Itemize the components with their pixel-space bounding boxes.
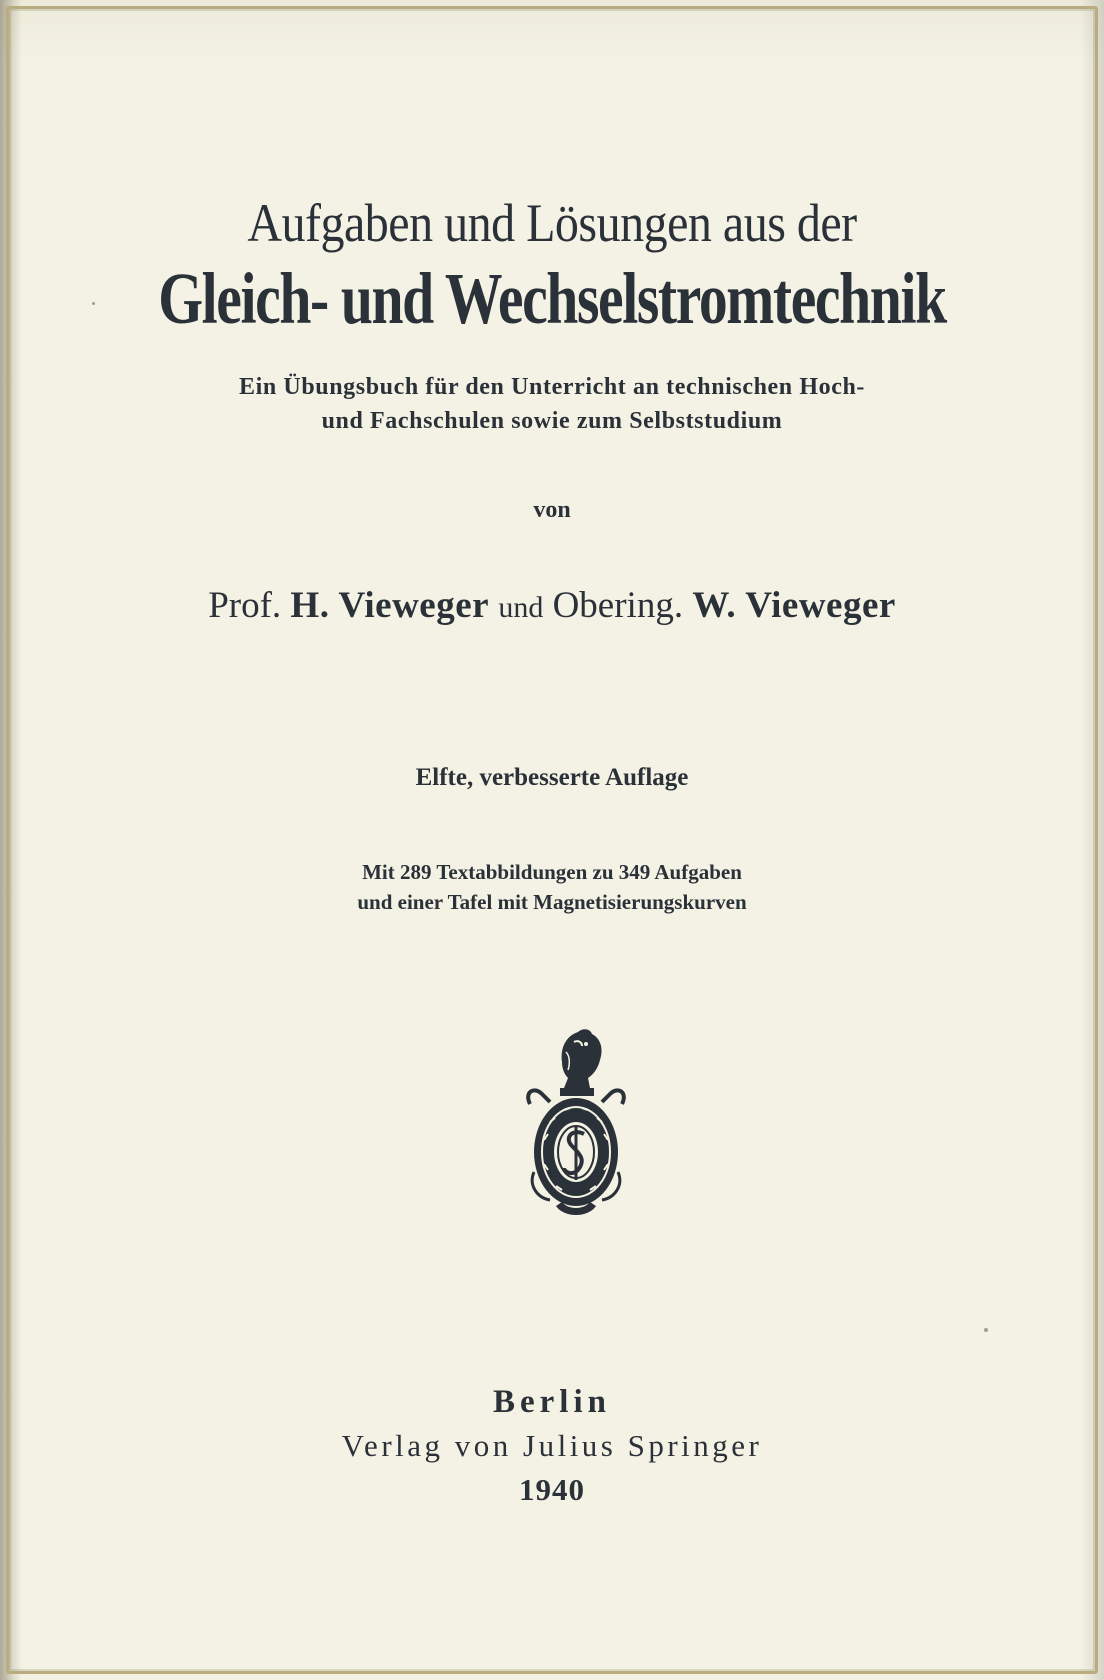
cover-edge (6, 6, 1098, 1674)
author-2-title: Obering. (552, 585, 684, 626)
publisher-name: Verlag von Julius Springer (341, 1428, 763, 1463)
author-1-title: Prof. (208, 585, 282, 626)
authors-conjunction: und (498, 591, 544, 624)
subtitle-line-2: und Fachschulen sowie zum Selbststudium (321, 408, 783, 434)
by-label: von (533, 497, 571, 523)
authors-line (0, 584, 1104, 627)
springer-knight-logo-icon (520, 1022, 632, 1220)
author-1-name: H. Vieweger (290, 585, 490, 626)
paper-speck (984, 1328, 988, 1332)
illustrations-line-2: und einer Tafel mit Magnetisierungskurven (357, 890, 747, 914)
paper-speck (92, 302, 95, 305)
edition: Elfte, verbesserte Auflage (415, 764, 689, 791)
title-line-1: Aufgaben und Lösungen aus der (247, 194, 857, 254)
publication-year: 1940 (519, 1472, 585, 1507)
subtitle-line-1: Ein Übungsbuch für den Unterricht an technischen Hoch- (238, 374, 866, 400)
illustrations-note (0, 857, 1104, 917)
title-line-2: Gleich- und Wechselstromtechnik (158, 259, 946, 340)
illustrations-line-1: Mit 289 Textabbildungen zu 349 Aufgaben (362, 860, 742, 884)
publisher-city: Berlin (493, 1384, 611, 1420)
author-2-name: W. Vieweger (692, 585, 896, 626)
subtitle (0, 370, 1104, 438)
